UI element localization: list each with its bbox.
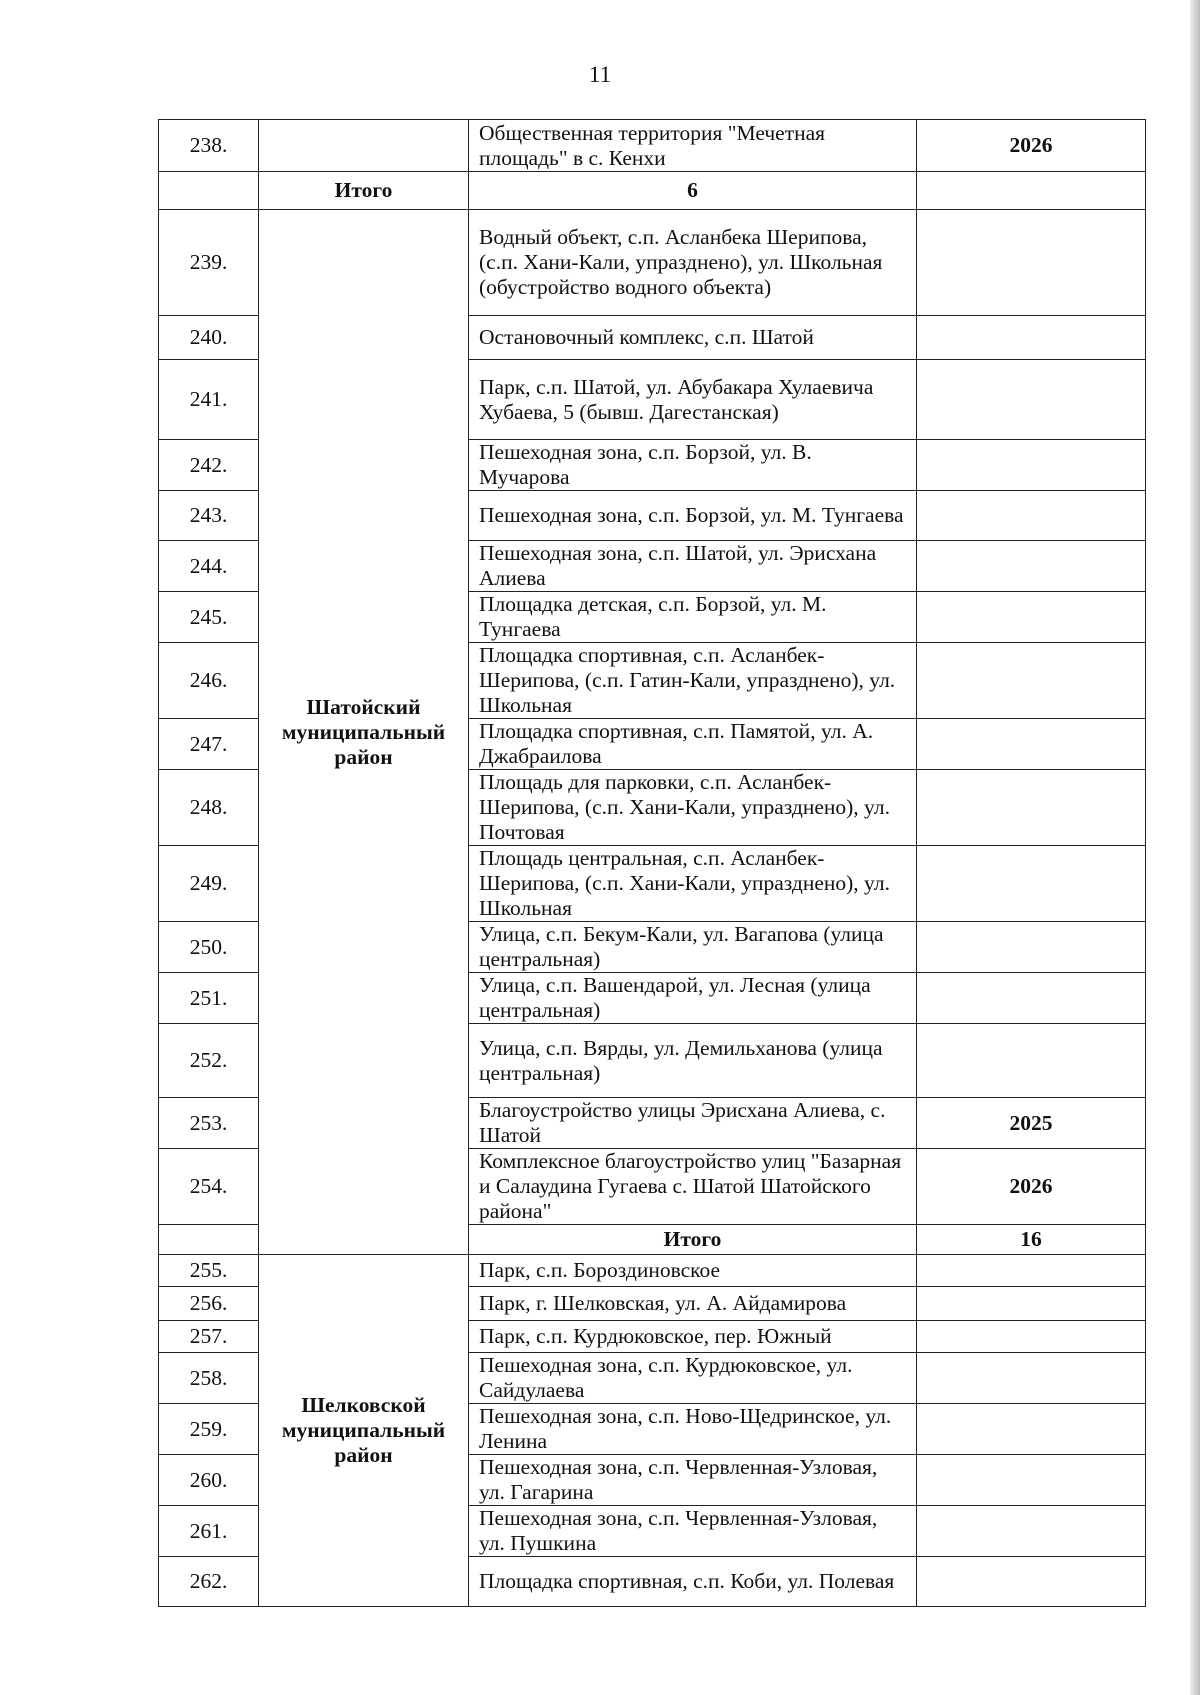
row-number: 250.: [159, 922, 259, 973]
object-name: Площадь для парковки, с.п. Асланбек-Шерипова, (с.п. Хани-Кали, упразднено), ул. Почтовая: [469, 770, 917, 846]
row-number: 242.: [159, 440, 259, 491]
year-cell: [917, 1506, 1146, 1557]
row-number: 258.: [159, 1353, 259, 1404]
year-cell: [917, 1404, 1146, 1455]
year-cell: [917, 1255, 1146, 1287]
total-value: 6: [469, 172, 917, 210]
year-cell: [917, 643, 1146, 719]
object-name: Улица, с.п. Бекум-Кали, ул. Вагапова (улица центральная): [469, 922, 917, 973]
row-number: 253.: [159, 1098, 259, 1149]
year-cell: [917, 541, 1146, 592]
total-label: Итого: [469, 1225, 917, 1255]
total-label: Итого: [259, 172, 469, 210]
row-number: 256.: [159, 1287, 259, 1321]
total-row: [159, 172, 1146, 210]
row-number: 243.: [159, 491, 259, 541]
row-number: 241.: [159, 360, 259, 440]
row-number: 247.: [159, 719, 259, 770]
object-name: Пешеходная зона, с.п. Курдюковское, ул. Сайдулаева: [469, 1353, 917, 1404]
row-number: 239.: [159, 210, 259, 316]
row-number: 262.: [159, 1557, 259, 1607]
object-name: Площадка детская, с.п. Борзой, ул. М. Тунгаева: [469, 592, 917, 643]
row-number: 255.: [159, 1255, 259, 1287]
object-name: Пешеходная зона, с.п. Борзой, ул. М. Тунгаева: [469, 491, 917, 541]
table-row: [159, 210, 1146, 316]
object-name: Водный объект, с.п. Асланбека Шерипова, (с.п. Хани-Кали, упразднено), ул. Школьная (обустройство водного объекта): [469, 210, 917, 316]
table-row: [159, 120, 1146, 172]
object-name: Благоустройство улицы Эрисхана Алиева, с. Шатой: [469, 1098, 917, 1149]
object-name: Пешеходная зона, с.п. Борзой, ул. В. Мучарова: [469, 440, 917, 491]
object-name: Комплексное благоустройство улиц "Базарная и Салаудина Гугаева с. Шатой Шатойского района": [469, 1149, 917, 1225]
year-cell: [917, 1557, 1146, 1607]
row-number: 260.: [159, 1455, 259, 1506]
total-value: 16: [917, 1225, 1146, 1255]
year-cell: [917, 1353, 1146, 1404]
page-number: 11: [588, 62, 612, 87]
row-number: 245.: [159, 592, 259, 643]
year-cell: [917, 491, 1146, 541]
year-cell: 2025: [917, 1098, 1146, 1149]
object-name: Пешеходная зона, с.п. Шатой, ул. Эрисхана Алиева: [469, 541, 917, 592]
municipality-name: Шатойский муниципальный район: [259, 210, 469, 1255]
year-cell: [917, 1287, 1146, 1321]
object-name: Парк, с.п. Курдюковское, пер. Южный: [469, 1321, 917, 1353]
object-name: Улица, с.п. Вярды, ул. Демильханова (улица центральная): [469, 1024, 917, 1098]
year-cell: [917, 210, 1146, 316]
year-cell: [917, 1321, 1146, 1353]
year-cell: [917, 846, 1146, 922]
object-name: Парк, с.п. Бороздиновское: [469, 1255, 917, 1287]
year-cell: [917, 719, 1146, 770]
row-number: 259.: [159, 1404, 259, 1455]
row-number: 246.: [159, 643, 259, 719]
year-cell: [917, 770, 1146, 846]
row-number: 251.: [159, 973, 259, 1024]
object-name: Пешеходная зона, с.п. Ново-Щедринское, ул. Ленина: [469, 1404, 917, 1455]
year-cell: [917, 922, 1146, 973]
year-cell: [917, 360, 1146, 440]
object-name: Парк, с.п. Шатой, ул. Абубакара Хулаевича Хубаева, 5 (бывш. Дагестанская): [469, 360, 917, 440]
object-name: Улица, с.п. Вашендарой, ул. Лесная (улица центральная): [469, 973, 917, 1024]
object-name: Площадка спортивная, с.п. Коби, ул. Полевая: [469, 1557, 917, 1607]
object-name: Парк, г. Шелковская, ул. А. Айдамирова: [469, 1287, 917, 1321]
row-number: 252.: [159, 1024, 259, 1098]
scan-edge: [1190, 0, 1200, 1695]
year-cell: [917, 1455, 1146, 1506]
row-number-cell: [159, 172, 259, 210]
object-name: Пешеходная зона, с.п. Червленная-Узловая, ул. Пушкина: [469, 1506, 917, 1557]
table-row: [159, 1255, 1146, 1287]
object-name: Площадь центральная, с.п. Асланбек-Шерипова, (с.п. Хани-Кали, упразднено), ул. Школьная: [469, 846, 917, 922]
municipality-name: Шелковской муниципальный район: [259, 1255, 469, 1607]
row-number: 261.: [159, 1506, 259, 1557]
row-number: 244.: [159, 541, 259, 592]
row-number: 254.: [159, 1149, 259, 1225]
object-name: Общественная территория "Мечетная площадь" в с. Кенхи: [469, 120, 917, 172]
year-cell: 2026: [917, 1149, 1146, 1225]
row-number-cell: [159, 1225, 259, 1255]
year-cell: [917, 316, 1146, 360]
row-number: 238.: [159, 120, 259, 172]
object-name: Площадка спортивная, с.п. Асланбек-Шерипова, (с.п. Гатин-Кали, упразднено), ул. Школьная: [469, 643, 917, 719]
object-name: Пешеходная зона, с.п. Червленная-Узловая, ул. Гагарина: [469, 1455, 917, 1506]
row-number: 257.: [159, 1321, 259, 1353]
year-cell: [917, 592, 1146, 643]
year-cell: [917, 973, 1146, 1024]
year-cell: [917, 1024, 1146, 1098]
municipality-name: [259, 120, 469, 172]
row-number: 248.: [159, 770, 259, 846]
row-number: 240.: [159, 316, 259, 360]
row-number: 249.: [159, 846, 259, 922]
year-cell: [917, 172, 1146, 210]
object-name: Площадка спортивная, с.п. Памятой, ул. А. Джабраилова: [469, 719, 917, 770]
objects-table: [158, 119, 1146, 1607]
object-name: Остановочный комплекс, с.п. Шатой: [469, 316, 917, 360]
year-cell: [917, 440, 1146, 491]
year-cell: 2026: [917, 120, 1146, 172]
